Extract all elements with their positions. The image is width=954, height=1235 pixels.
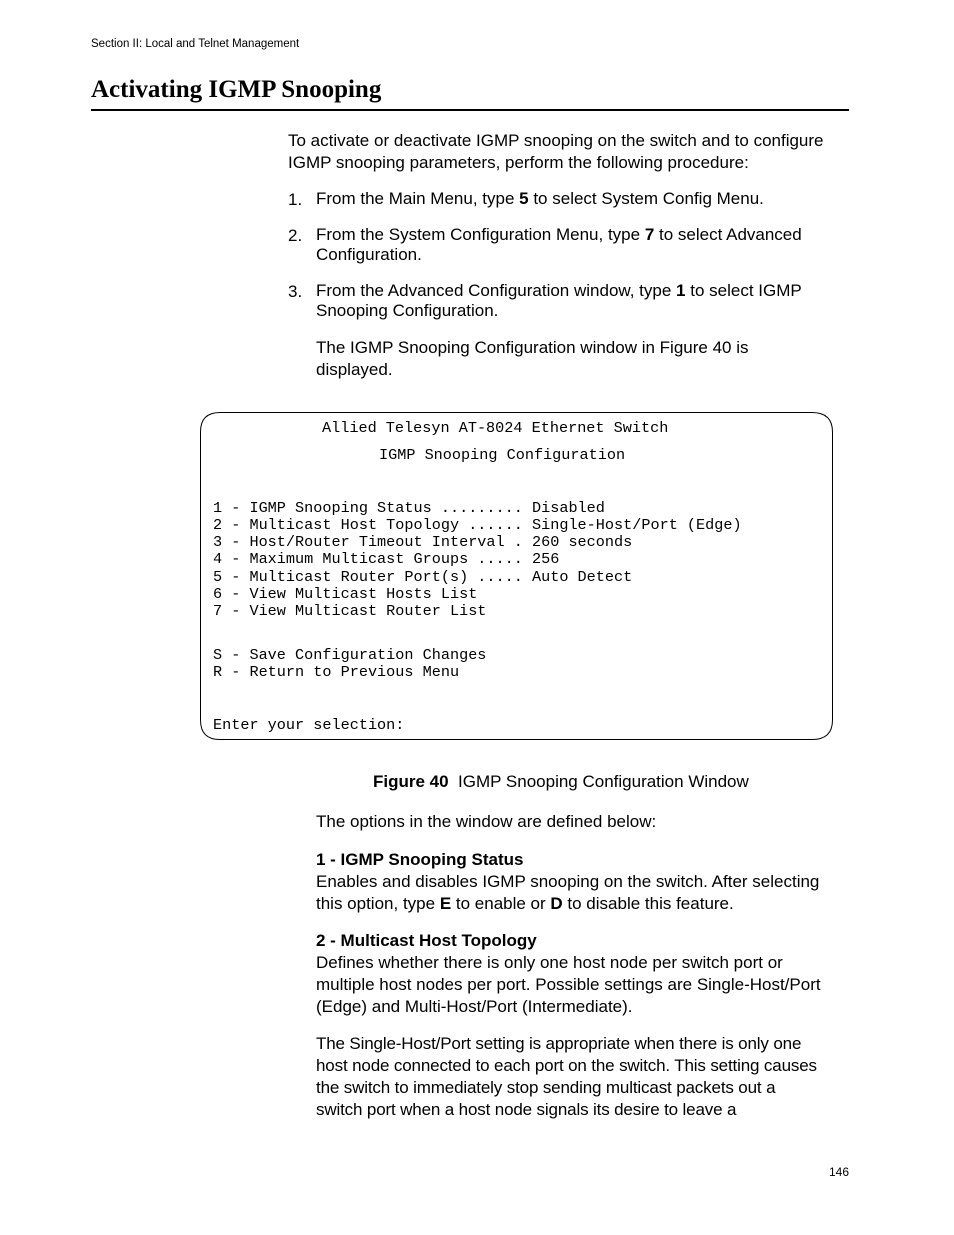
single-host-paragraph: The Single-Host/Port setting is appropriate when there is only one host node connected to each port on the switch. This setting causes the switch to immediately stop sending multicast packets out a switch port when a host node signals its desire to leave a [316,1034,817,1119]
key-label: D [550,894,563,913]
title-rule [91,109,849,111]
figure-label: Figure 40 [373,772,449,791]
figure-caption [373,771,749,793]
figure-caption-text: IGMP Snooping Configuration Window [458,772,749,791]
step-number: 3. [288,282,303,301]
step-number: 1. [288,190,303,209]
menu-action: R - Return to Previous Menu [213,663,460,681]
menu-option: 5 - Multicast Router Port(s) ..... Auto Detect [213,568,633,586]
step-1-text: From the Main Menu, type 5 to select System Config Menu. [316,189,764,208]
options-intro: The options in the window are defined below: [316,812,657,831]
menu-option: 1 - IGMP Snooping Status ......... Disabled [213,499,605,517]
menu-option: 6 - View Multicast Hosts List [213,585,478,603]
step-number: 2. [288,226,303,245]
key-label: 5 [519,189,529,208]
option-1-description: Enables and disables IGMP snooping on the switch. After selecting this option, type E to enable or D to disable this feature. [316,872,820,913]
terminal-title: Allied Telesyn AT-8024 Ethernet Switch [322,419,669,437]
step-3-text: From the Advanced Configuration window, type 1 to select IGMP Snooping Configuration. [316,281,802,320]
option-2-heading: 2 - Multicast Host Topology [316,931,537,950]
section-header: Section II: Local and Telnet Management [91,38,300,50]
intro-paragraph: To activate or deactivate IGMP snooping on the switch and to configure IGMP snooping parameters, perform the following procedure: [288,131,824,172]
key-label: 7 [644,225,655,244]
menu-option: 2 - Multicast Host Topology ...... Single-Host/Port (Edge) [213,516,742,534]
terminal-subtitle: IGMP Snooping Configuration [379,446,626,464]
key-label: E [439,894,452,913]
menu-option: 3 - Host/Router Timeout Interval . 260 seconds [213,533,633,551]
menu-option: 4 - Maximum Multicast Groups ..... 256 [213,550,560,568]
key-label: 1 [676,281,686,300]
menu-action: S - Save Configuration Changes [213,646,487,664]
option-2-description: Defines whether there is only one host node per switch port or multiple host nodes per port. Possible settings are Single-Host/Port (Edge) and Multi-Host/Port (Intermediate). [316,953,821,1016]
menu-option: 7 - View Multicast Router List [213,602,487,620]
step-2-text: From the System Configuration Menu, type 7 to select Advanced Configuration. [316,225,802,264]
page-number: 146 [829,1165,850,1179]
page-title: Activating IGMP Snooping [91,76,382,103]
option-1-heading: 1 - IGMP Snooping Status [316,850,524,869]
terminal-window-figure [200,412,833,740]
selection-prompt: Enter your selection: [213,716,405,734]
step-note: The IGMP Snooping Configuration window in Figure 40 is displayed. [316,338,749,379]
